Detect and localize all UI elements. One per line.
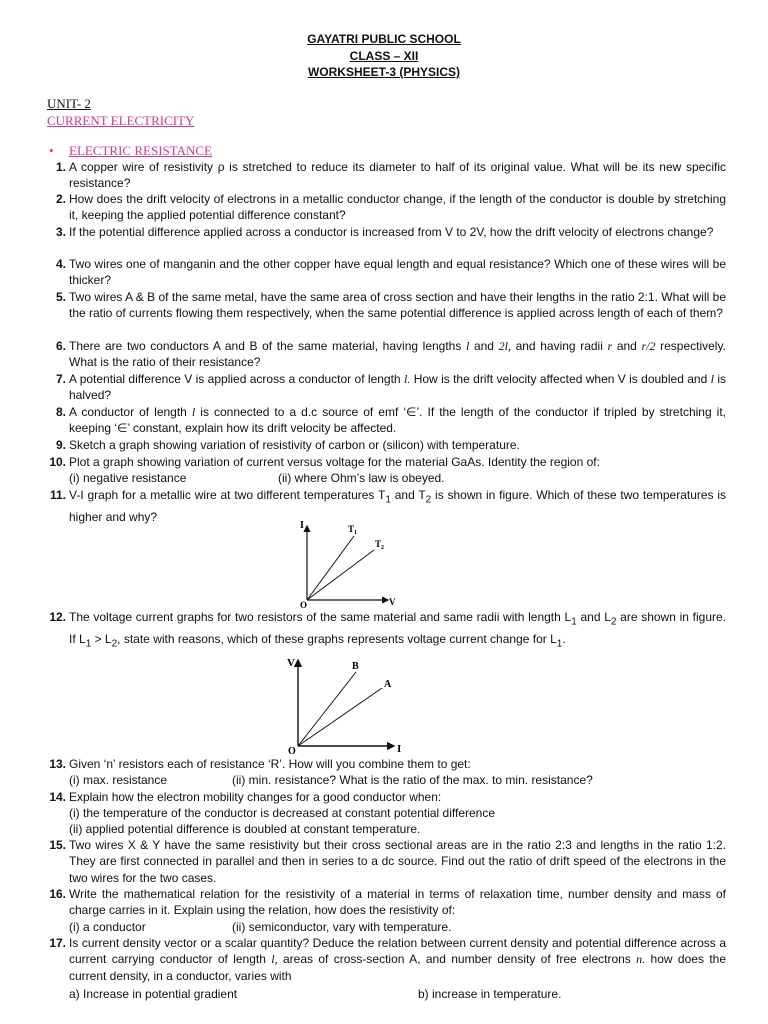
question-number: 5.	[55, 290, 66, 304]
line-t2	[307, 550, 374, 600]
line-b	[298, 672, 356, 746]
question-text: Sketch a graph showing variation of resistivity of carbon or (silicon) with temperature.	[69, 438, 520, 452]
question-text: If the potential difference applied across a conductor is increased from V to 2V, how the drift velocity of electrons change?	[69, 225, 714, 239]
question-text: Two wires A & B of the same metal, have the same area of cross section and have their lengths in the ratio 2:1. What will be the ratio of currents flowing them respectively, when the same potential difference is applied across length of each of them?	[69, 290, 726, 321]
question-10-option-b: (ii) where Ohm’s law is obeyed.	[278, 471, 445, 485]
question-13-option-a: (i) max. resistance	[69, 773, 168, 787]
question-number: 17.	[49, 936, 66, 950]
question-text: A copper wire of resistivity ρ is stretched to reduce its diameter to half of its original value. What will be its new specific resistance?	[69, 160, 726, 191]
school-name: GAYATRI PUBLIC SCHOOL	[307, 32, 461, 46]
question-14-option-a: (i) the temperature of the conductor is decreased at constant potential difference	[69, 806, 496, 820]
question-text: Given ‘n’ resistors each of resistance ‘R’. How will you combine them to get:	[69, 757, 471, 771]
question-text: The voltage current graphs for two resistors of the same material and same radii with length $L_1$ and $L_2$ are shown in figure. If $L_1 > L_2$, state with reasons, which of these graphs represents voltage current change for $L_1$.	[69, 610, 726, 650]
question-text: Is current density vector or a scalar quantity? Deduce the relation between current density and potential difference across a current carrying conductor of length l, areas of cross-section A, and number density of free electrons n. how does the current density, in a conductor, varies with	[69, 936, 726, 983]
unit-title: CURRENT ELECTRICITY	[47, 113, 195, 128]
class-label: CLASS – XII	[349, 48, 419, 63]
line-t2-label: $T_2$	[375, 539, 385, 551]
question-number: 11.	[49, 488, 66, 502]
question-17-option-b: b) increase in temperature.	[418, 987, 562, 1001]
question-17-option-a: a) Increase in potential gradient	[69, 987, 238, 1001]
question-number: 2.	[55, 192, 66, 206]
question-number: 4.	[55, 257, 66, 271]
question-number: 10.	[49, 455, 66, 469]
line-b-label: B	[352, 661, 359, 672]
question-13-option-b: (ii) min. resistance? What is the ratio of the max. to min. resistance?	[232, 773, 593, 787]
question-text: A conductor of length l is connected to a d.c source of emf ‘∈’. If the length of the conductor if tripled by stretching it, keeping ‘∈’ constant, explain how its drift velocity be affected.	[69, 405, 726, 436]
question-10-option-a: (i) negative resistance	[69, 471, 187, 485]
question-number: 16.	[49, 887, 66, 901]
question-text: Write the mathematical relation for the resistivity of a material in terms of relaxation time, number density and mass of charge carries in it. Explain using the relation, how does the resistivity of:	[69, 887, 726, 918]
y-axis-label: V	[287, 657, 295, 669]
origin-label: O	[300, 600, 308, 610]
question-16-option-a: (i) a conductor	[69, 920, 146, 934]
bullet-icon: •	[49, 143, 54, 158]
y-axis-label: I	[300, 520, 304, 531]
question-number: 8.	[55, 405, 66, 419]
worksheet-title: WORKSHEET-3 (PHYSICS)	[307, 65, 460, 79]
question-text: Two wires one of manganin and the other copper have equal length and equal resistance? Which one of these wires will be thicker?	[69, 257, 726, 288]
question-number: 12.	[49, 610, 66, 624]
question-16-option-b: (ii) semiconductor, vary with temperature.	[232, 920, 452, 934]
origin-label: O	[288, 746, 296, 757]
question-number: 3.	[55, 225, 66, 239]
question-number: 15.	[49, 838, 66, 852]
line-a-label: A	[384, 679, 392, 690]
section-heading	[49, 143, 212, 159]
unit-heading	[47, 95, 194, 129]
question-number: 13.	[49, 757, 66, 771]
question-number: 6.	[55, 339, 66, 353]
question-text: Plot a graph showing variation of current versus voltage for the material GaAs. Identity the region of:	[69, 455, 600, 469]
section-title: ELECTRIC RESISTANCE	[69, 143, 213, 158]
line-a	[298, 688, 382, 746]
question-text: V-I graph for a metallic wire at two different temperatures $T_1$ and $T_2$ is shown in figure. Which of these two temperatures is higher and why?	[69, 488, 727, 524]
question-number: 7.	[55, 372, 66, 386]
question-14-option-b: (ii) applied potential difference is doubled at constant temperature.	[69, 822, 421, 836]
vi-graph-figure-1	[292, 516, 402, 612]
question-text: There are two conductors A and B of the same material, having lengths l and 2l, and having radii r and r/2 respectively. What is the ratio of their resistance?	[69, 339, 726, 370]
question-text: A potential difference V is applied across a conductor of length l. How is the drift velocity affected when V is doubled and l is halved?	[69, 372, 727, 403]
question-number: 14.	[49, 790, 66, 804]
document-header	[0, 31, 768, 81]
question-number: 1.	[55, 160, 66, 174]
question-text: How does the drift velocity of electrons in a metallic conductor change, if the length of the conductor is double by stretching it, keeping the applied potential difference constant?	[69, 192, 726, 223]
line-t1	[307, 536, 354, 600]
line-t1-label: $T_1$	[348, 524, 358, 536]
unit-label: UNIT- 2	[47, 96, 91, 111]
x-axis-label: I	[397, 743, 402, 755]
question-number: 9.	[55, 438, 66, 452]
x-axis-label: V	[389, 597, 396, 607]
vi-graph-figure-2	[282, 652, 412, 758]
question-text: Two wires X & Y have the same resistivity but their cross sectional areas are in the ratio 2:3 and lengths in the ratio 1:2. They are first connected in parallel and then in series to a dc source. Find out the ratio of drift speed of the electrons in the two wires for the two cases.	[69, 838, 726, 885]
question-text: Explain how the electron mobility changes for a good conductor when:	[69, 790, 442, 804]
